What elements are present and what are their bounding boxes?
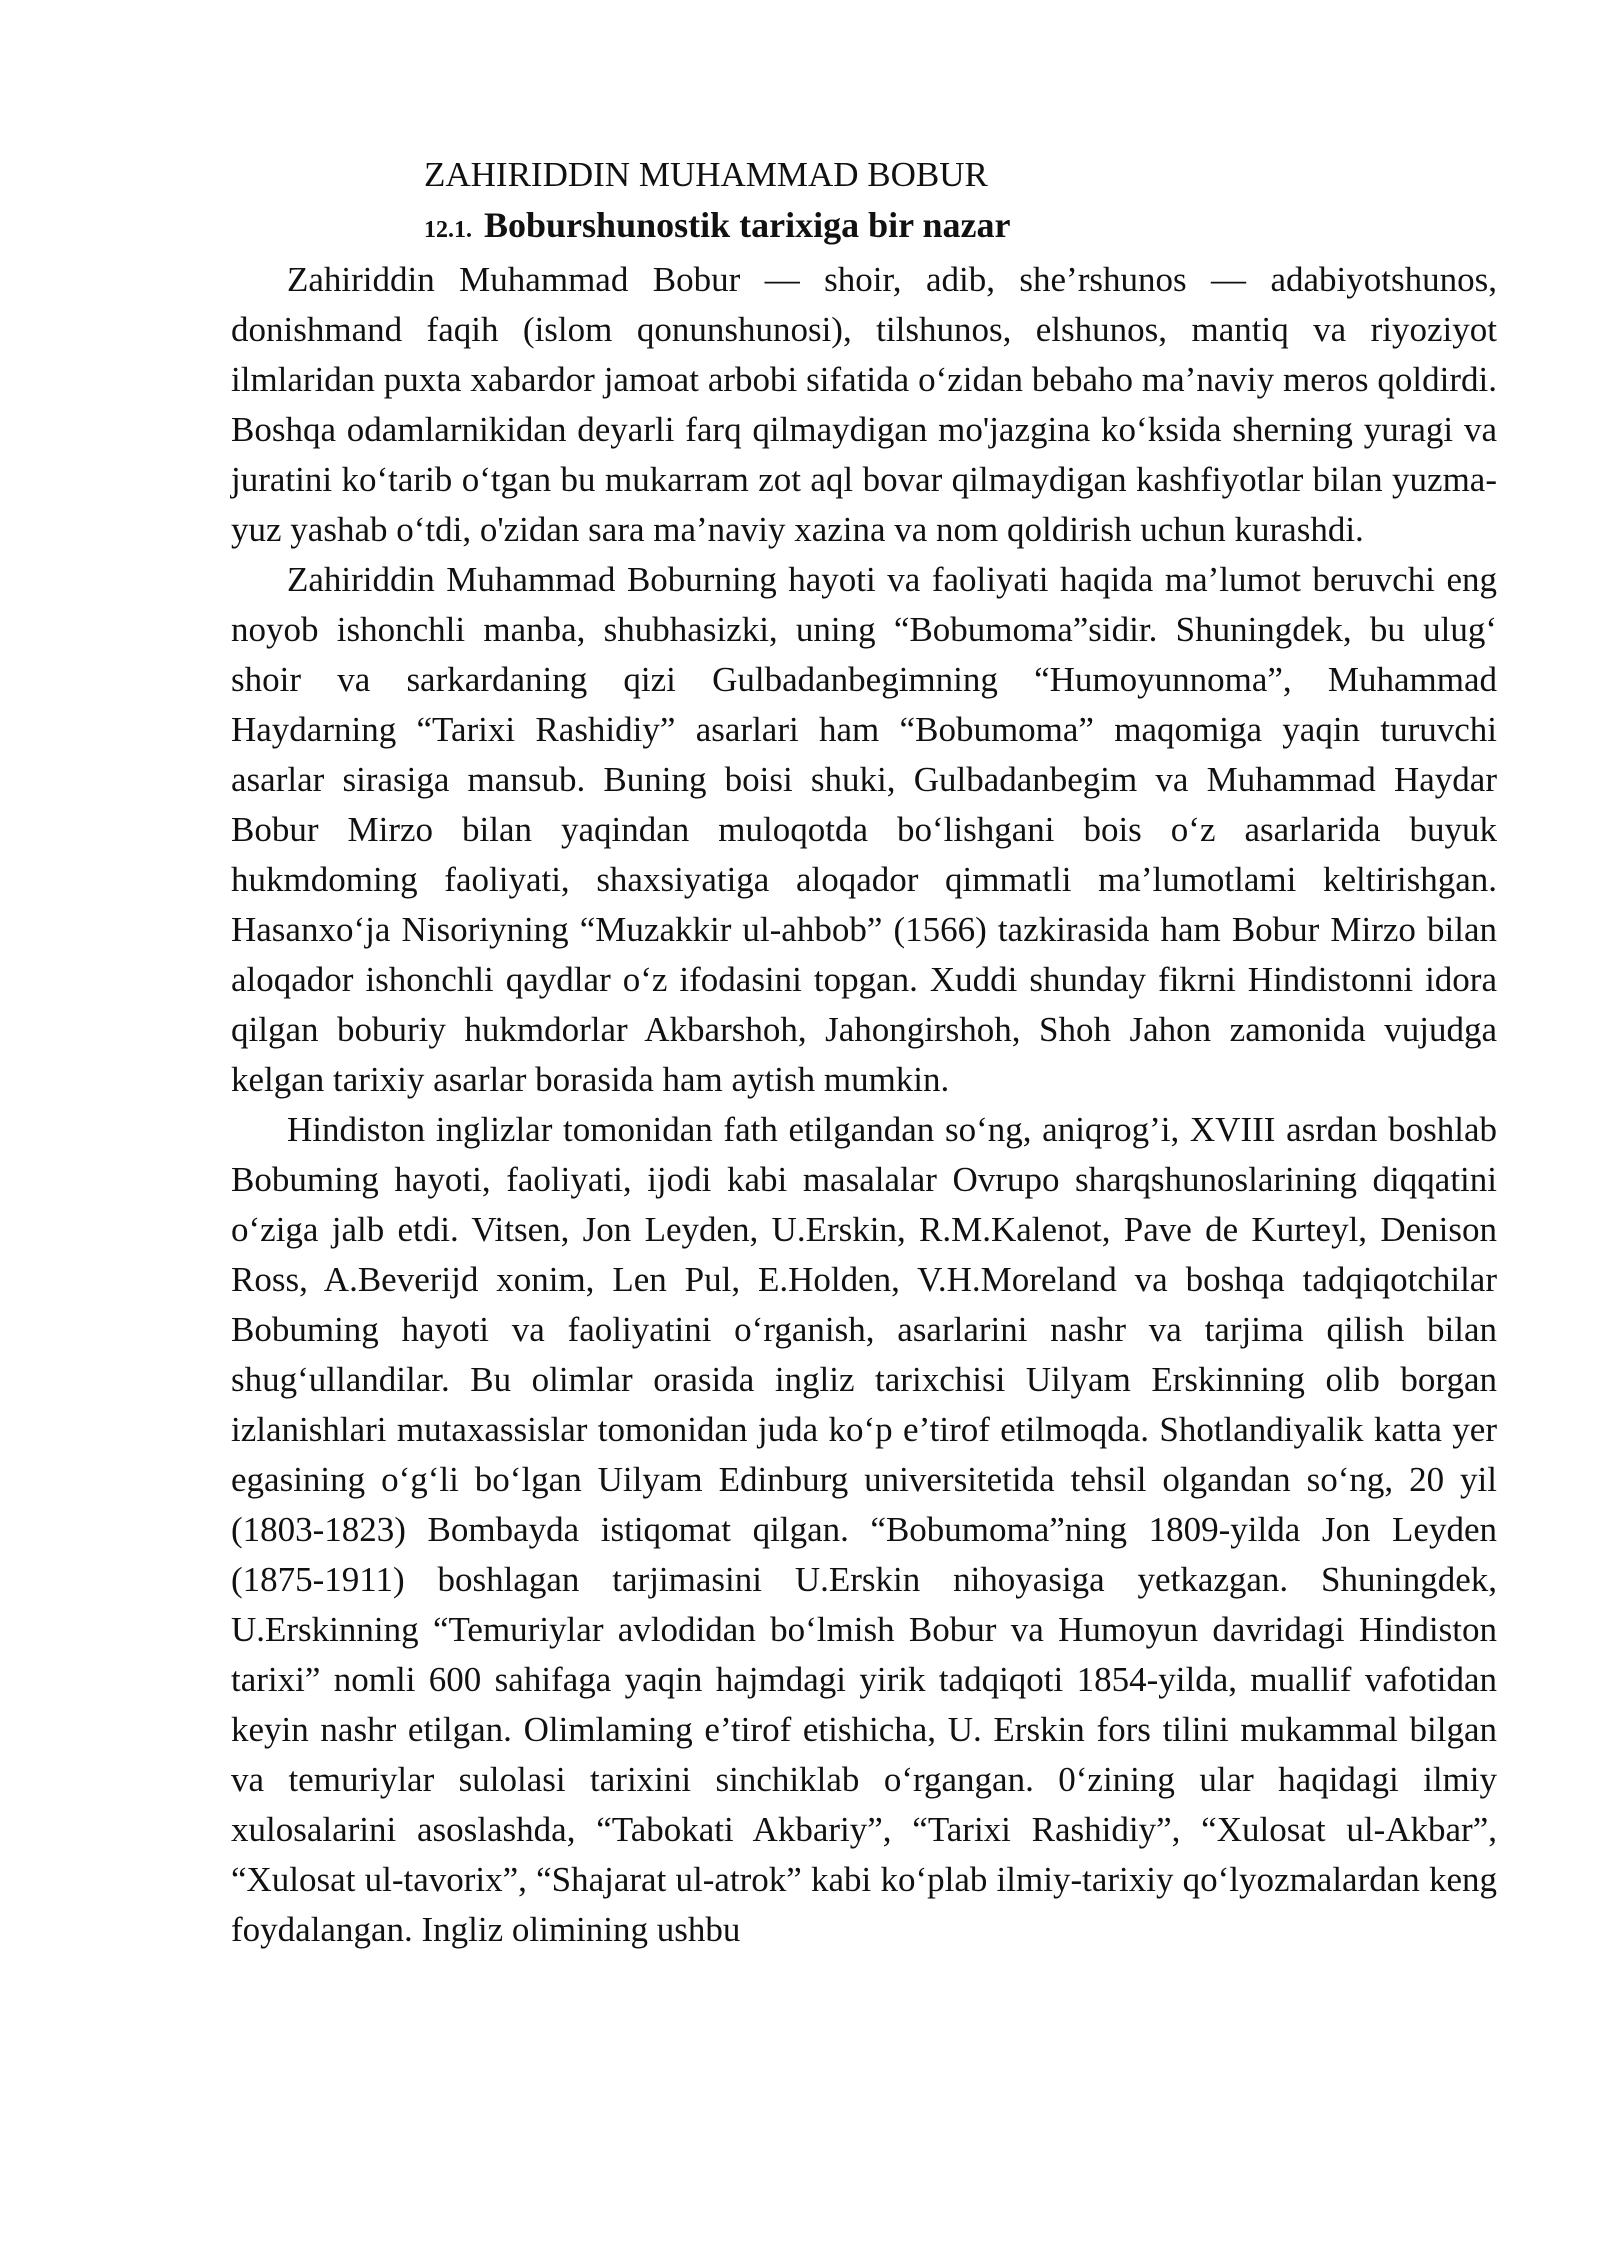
section-number: 12.1. — [424, 217, 472, 243]
document-body — [231, 150, 1497, 1955]
paragraph-european-research: Hindiston inglizlar tomonidan fath etilgandan soʻng, aniqrog’i, XVIII asrdan boshlab Bobuming hayoti, faoliyati, ijodi kabi masalalar Ovrupo sharqshunoslarining diqqatini oʻziga jalb etdi. Vitsen, Jon Leyden, U.Erskin, R.M.Kalenot, Pave de Kurteyl, Denison Ross, A.Beverijd xonim, Len Pul, E.Holden, V.H.Moreland va boshqa tadqiqotchilar Bobuming hayoti va faoliyatini oʻrganish, asarlarini nashr va tarjima qilish bilan shugʻullandilar. Bu olimlar orasida ingliz tarixchisi Uilyam Erskinning olib borgan izlanishlari mutaxassislar tomonidan juda koʻp e’tirof etilmoqda. Shotlandiyalik katta yer egasining oʻgʻli boʻlgan Uilyam Edinburg universitetida tehsil olgandan soʻng, 20 yil (1803-1823) Bombayda istiqomat qilgan. “Bobumoma”ning 1809-yilda Jon Leyden (1875-1911) boshlagan tarjimasini U.Erskin nihoyasiga yetkazgan. Shuningdek, U.Erskinning “Temuriylar avlodidan boʻlmish Bobur va Humoyun davridagi Hindiston tarixi” nomli 600 sahifaga yaqin hajmdagi yirik tadqiqoti 1854-yilda, muallif vafotidan keyin nashr etilgan. Olimlaming e’tirof etishicha, U. Erskin fors tilini mukammal bilgan va temuriylar sulolasi tarixini sinchiklab oʻrgangan. 0ʻzining ular haqidagi ilmiy xulosalarini asoslashda, “Tabokati Akbariy”, “Tarixi Rashidiy”, “Xulosat ul-Akbar”, “Xulosat ul-tavorix”, “Shajarat ul-atrok” kabi koʻplab ilmiy-tarixiy qoʻlyozmalardan keng foydalangan. Ingliz olimining ushbu — [231, 1110, 1497, 1949]
paragraph-intro: Zahiriddin Muhammad Bobur — shoir, adib, she’rshunos — adabiyotshunos, donishmand faqih (islom qonunshunosi), tilshunos, elshunos, mantiq va riyoziyot ilmlaridan puxta xabardor jamoat arbobi sifatida oʻzidan bebaho ma’naviy meros qoldirdi. Boshqa odamlarnikidan deyarli farq qilmaydigan mo'jazgina koʻksida sherning yuragi va juratini koʻtarib oʻtgan bu mukarram zot aql bovar qilmaydigan kashfiyotlar bilan yuzma-yuz yashab oʻtdi, o'zidan sara ma’naviy xazina va nom qoldirish uchun kurashdi. — [231, 260, 1497, 549]
page-title: ZAHIRIDDIN MUHAMMAD BOBUR — [424, 155, 988, 194]
paragraph-sources: Zahiriddin Muhammad Boburning hayoti va faoliyati haqida ma’lumot beruvchi eng noyob ishonchli manba, shubhasizki, uning “Bobumoma”sidir. Shuningdek, bu ulugʻ shoir va sarkardaning qizi Gulbadanbegimning “Humoyunnoma”, Muhammad Haydarning “Tarixi Rashidiy” asarlari ham “Bobumoma” maqomiga yaqin turuvchi asarlar sirasiga mansub. Buning boisi shuki, Gulbadanbegim va Muhammad Haydar Bobur Mirzo bilan yaqindan muloqotda boʻlishgani bois oʻz asarlarida buyuk hukmdoming faoliyati, shaxsiyatiga aloqador qimmatli ma’lumotlami keltirishgan. Hasanxoʻja Nisoriyning “Muzakkir ul-ahbob” (1566) tazkirasida ham Bobur Mirzo bilan aloqador ishonchli qaydlar oʻz ifodasini topgan. Xuddi shunday fikrni Hindistonni idora qilgan boburiy hukmdorlar Akbarshoh, Jahongirshoh, Shoh Jahon zamonida vujudga kelgan tarixiy asarlar borasida ham aytish mumkin. — [231, 560, 1497, 1099]
section-title: Boburshunostik tarixiga bir nazar — [484, 205, 1011, 245]
section-heading — [424, 200, 1497, 255]
